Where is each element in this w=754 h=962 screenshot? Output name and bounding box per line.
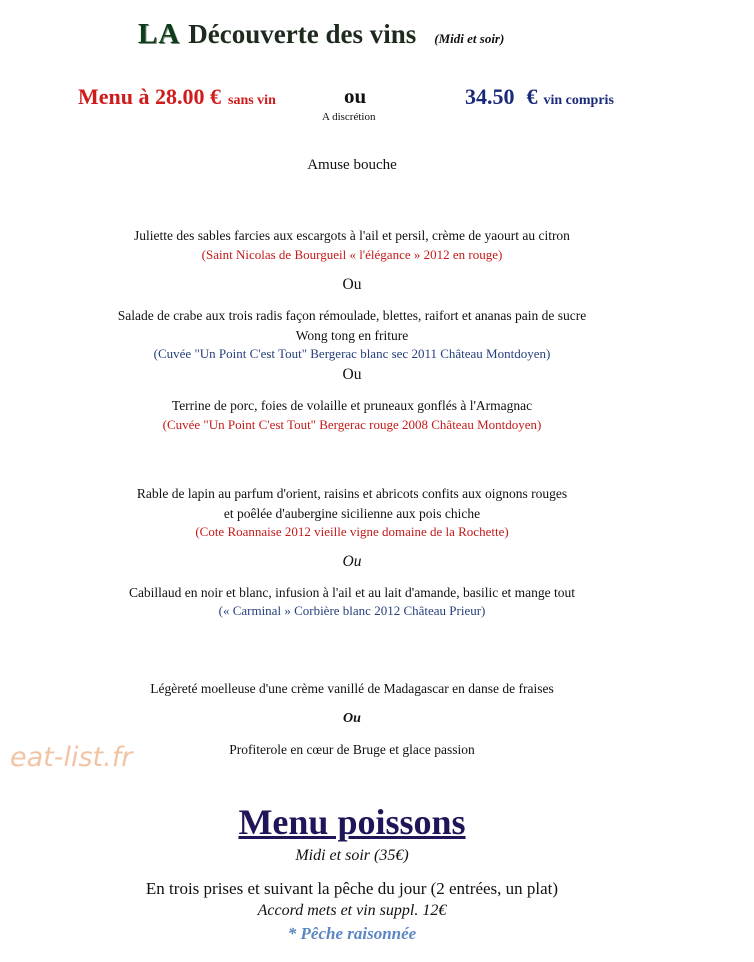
plat-2-wine: (« Carminal » Corbière blanc 2012 Château Prieur) bbox=[218, 603, 486, 618]
page-subtitle: (Midi et soir) bbox=[434, 31, 505, 46]
peche-raisonnee: * Pêche raisonnée bbox=[287, 924, 417, 943]
dessert-2: Profiterole en cœur de Bruge et glace passion bbox=[229, 742, 475, 757]
entree-3-wine: (Cuvée "Un Point C'est Tout" Bergerac rouge 2008 Château Montdoyen) bbox=[162, 417, 542, 432]
plat-1-wine: (Cote Roannaise 2012 vieille vigne domaine de la Rochette) bbox=[195, 524, 509, 539]
poissons-accord: Accord mets et vin suppl. 12€ bbox=[257, 902, 447, 919]
dessert-1: Légèreté moelleuse d'une crème vanillé de Madagascar en danse de fraises bbox=[150, 681, 554, 696]
page-title: Découverte des vins bbox=[188, 19, 417, 49]
ou-separator: Ou bbox=[342, 366, 362, 383]
entree-3: Terrine de porc, foies de volaille et pruneaux gonflés à l'Armagnac bbox=[171, 398, 533, 413]
plat-1-line2: et poêlée d'aubergine sicilienne aux pois chiche bbox=[223, 506, 481, 521]
price-vin-compris bbox=[465, 84, 614, 110]
amuse-bouche: Amuse bouche bbox=[307, 157, 397, 173]
la-label: LA bbox=[138, 18, 181, 50]
ou-separator: Ou bbox=[342, 553, 362, 570]
entree-2-line1: Salade de crabe aux trois radis façon rémoulade, blettes, raifort et ananas pain de sucre bbox=[117, 308, 587, 323]
vin-compris-label: vin compris bbox=[543, 93, 614, 108]
menu-header bbox=[138, 18, 504, 51]
entree-2-wine: (Cuvée "Un Point C'est Tout" Bergerac blanc sec 2011 Château Montdoyen) bbox=[153, 346, 551, 361]
discretion-note: A discrétion bbox=[322, 111, 376, 123]
plat-2: Cabillaud en noir et blanc, infusion à l'ail et au lait d'amande, basilic et mange tout bbox=[128, 585, 576, 600]
plat-1-line1: Rable de lapin au parfum d'orient, raisins et abricots confits aux oignons rouges bbox=[136, 486, 568, 501]
price-sans-vin bbox=[78, 84, 276, 110]
ou-separator: Ou bbox=[342, 276, 362, 293]
entree-2-line2: Wong tong en friture bbox=[295, 328, 409, 343]
price2-value: 34.50 bbox=[465, 84, 515, 109]
sans-vin-label: sans vin bbox=[228, 93, 276, 108]
poissons-title: Menu poissons bbox=[238, 802, 466, 842]
entree-1: Juliette des sables farcies aux escargots à l'ail et persil, crème de yaourt au citron bbox=[134, 228, 570, 243]
poissons-subtitle: Midi et soir (35€) bbox=[295, 847, 409, 864]
watermark: eat-list.fr bbox=[10, 742, 133, 773]
poissons-description: En trois prises et suivant la pêche du jour (2 entrées, un plat) bbox=[145, 879, 559, 898]
ou-separator: Ou bbox=[343, 711, 361, 726]
menu-price-label: Menu à 28.00 € bbox=[78, 84, 221, 109]
ou-label: ou bbox=[344, 84, 367, 108]
euro-sign: € bbox=[526, 84, 538, 109]
entree-1-wine: (Saint Nicolas de Bourgueil « l'élégance » 2012 en rouge) bbox=[201, 247, 503, 262]
